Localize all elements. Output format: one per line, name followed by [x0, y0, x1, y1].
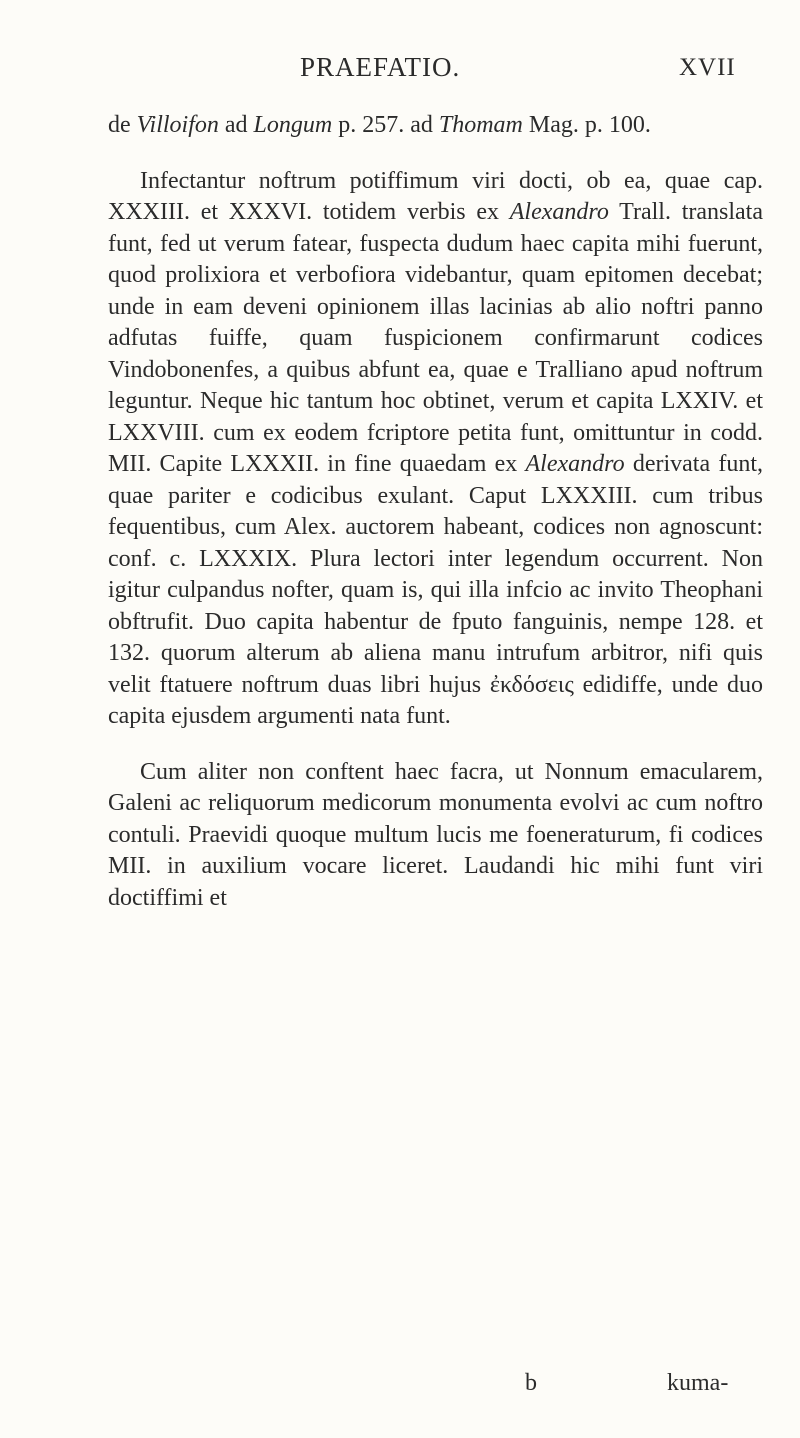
signature-mark: b: [525, 1370, 537, 1396]
text-run: de: [108, 112, 137, 138]
catchword: kuma-: [667, 1370, 729, 1396]
page-header: [0, 52, 800, 102]
text-run: p. 257. ad: [332, 112, 439, 138]
italic-name: Longum: [253, 112, 333, 138]
body-text: [108, 110, 763, 914]
italic-name: Thomam: [438, 112, 523, 138]
page-footer: [0, 1370, 800, 1404]
text-run: Infectantur noftrum potiffimum viri docti, ob ea, quae cap. XXXIII. et XXXVI. totidem verbis ex: [108, 167, 763, 225]
italic-name: Alexandro: [509, 199, 609, 225]
paragraph-3: [108, 757, 763, 915]
page-number: XVII: [679, 54, 736, 81]
text-run: derivata funt, quae pariter e codicibus exulant. Caput LXXXIII. cum tribus fequentibus, cum Alex. auctorem habeant, codices non agnoscunt: conf. c. LXXXIX. Plura lectori inter legendum occurrent. Non igitur culpandus nofter, quam is, qui illa infcio ac invito Theophani obftrufit. Duo capita habentur de fputo fanguinis, nempe 128. et 132. quorum alterum ab aliena manu intrufum arbitror, nifi quis velit ftatuere noftrum duas libri hujus ἐκδόσεις edidiffe, unde duo capita ejusdem argumenti nata funt.: [108, 451, 764, 729]
text-run: Mag. p. 100.: [522, 112, 651, 138]
text-run: Trall. translata funt, fed ut verum fatear, fuspecta dudum haec capita mihi fuerunt, quod prolixiora et verbofiora videbantur, quam epitomen decebat; unde in eam deveni opinionem illas lacinias ab alio noftri panno adfutas fuiffe, quam fuspicionem confirmarunt codices Vindobonenfes, a quibus abfunt ea, quae e Tralliano apud noftrum leguntur. Neque hic tantum hoc obtinet, verum et capita LXXIV. et LXXVIII. cum ex eodem fcriptore petita funt, omittuntur in codd. MII. Capite LXXXII. in fine quaedam ex: [108, 199, 763, 477]
text-run: ad: [218, 112, 254, 138]
running-title: PRAEFATIO.: [300, 52, 461, 82]
text-run: Cum aliter non conftent haec facra, ut Nonnum emacularem, Galeni ac reliquorum medicorum monumenta evolvi ac cum noftro contuli. Praevidi quoque multum lucis me foeneraturum, fi codices MII. in auxilium vocare liceret. Laudandi hic mihi funt viri doctiffimi et: [108, 758, 763, 911]
paragraph-1: [108, 110, 763, 142]
paragraph-2: [108, 166, 763, 733]
italic-name: Alexandro: [525, 451, 625, 477]
italic-name: Villoifon: [136, 112, 219, 138]
